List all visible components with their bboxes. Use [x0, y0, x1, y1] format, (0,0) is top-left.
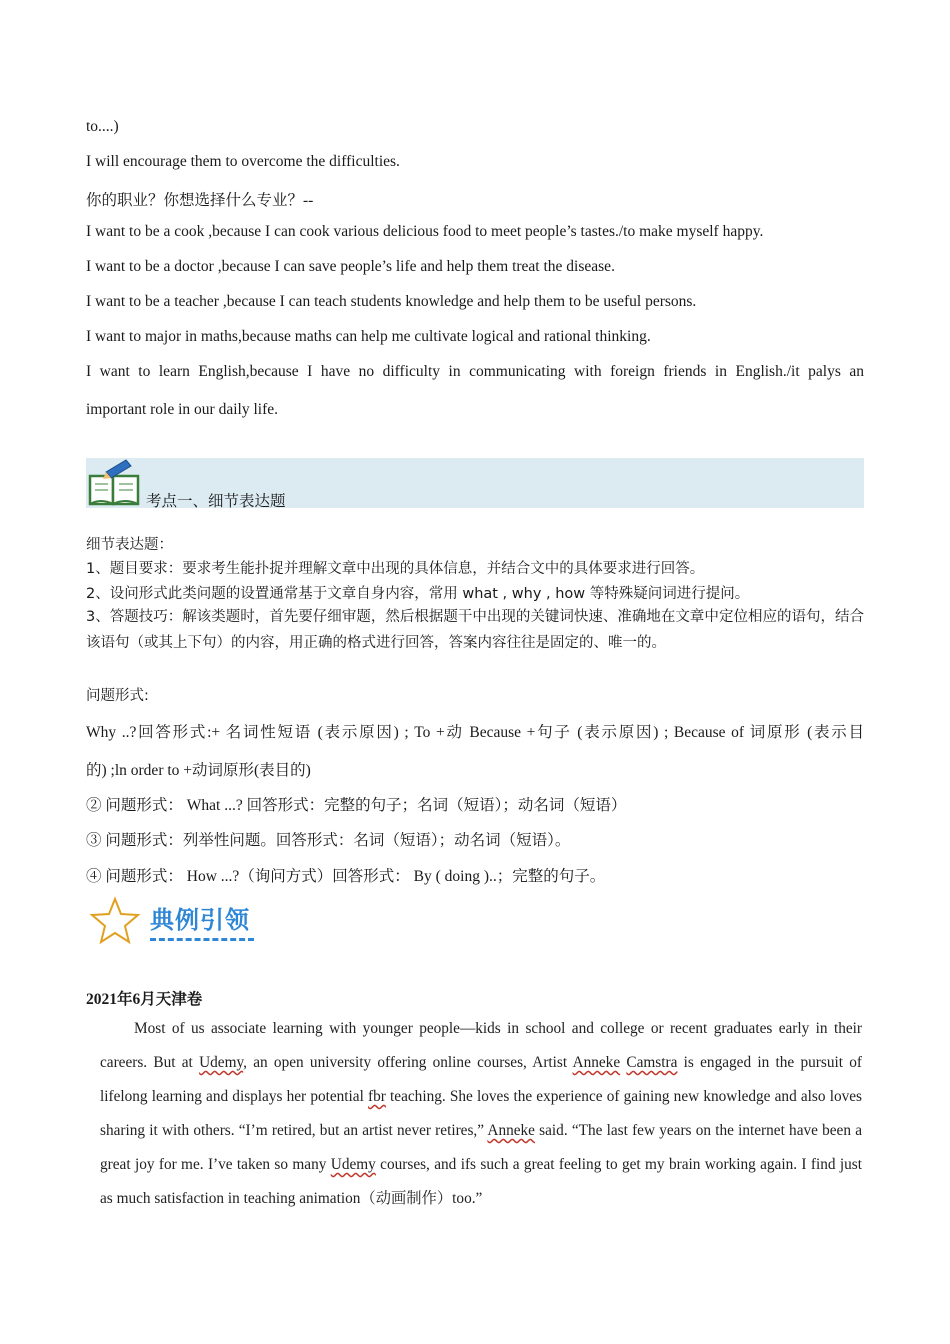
text-line: I will encourage them to overcome the difficulties.: [86, 153, 400, 170]
form-list-line: ③ 问题形式：列举性问题。回答形式：名词（短语）；动名词（短语）。: [86, 832, 571, 849]
star-outline-icon: [88, 896, 142, 946]
text-line: I want to be a teacher ,because I can teach students knowledge and help them to be useful persons.: [86, 293, 697, 310]
book-pencil-icon: [86, 458, 142, 508]
form-why-line: 的) ;ln order to +动词原形(表目的): [86, 762, 311, 779]
text-line: 你的职业？你想选择什么专业？--: [86, 192, 314, 209]
misspelled-word: Anneke: [572, 1054, 621, 1071]
misspelled-word: Udemy: [199, 1054, 244, 1071]
misspelled-word: fbr: [368, 1088, 386, 1105]
form-what-line: ② 问题形式： What ...? 回答形式：完整的句子；名词（短语）；动名词（短语）: [86, 797, 627, 814]
reading-passage: Most of us associate learning with younger people—kids in school and college or recent graduates early in their careers. But at Udemy, an open university offering online courses, Artist Anneke Camstra is engaged in the pursuit of lifelong learning and displays her potential fbr teaching. She loves the experience of gaining new knowledge and also loves sharing it with others. “I’m retired, but an artist never retires,” Anneke said. “The last few years on the internet have been a great joy for me. I’ve taken so many Udemy courses, and ifs such a great feeling to get my brain working again. I find just as much satisfaction in teaching animation（动画制作）too.”: [100, 1020, 862, 1207]
text-line: I want to be a doctor ,because I can save people’s life and help them treat the disease.: [86, 258, 615, 275]
passage-source-title: 2021年6月天津卷: [86, 991, 203, 1008]
text-line: important role in our daily life.: [86, 401, 278, 418]
misspelled-word: Udemy: [330, 1156, 376, 1173]
text-line: I want to major in maths,because maths can help me cultivate logical and rational thinking.: [86, 328, 651, 345]
example-banner-label: 典例引领: [150, 906, 250, 934]
banner-underline: [150, 938, 254, 941]
detail-heading: 细节表达题：: [86, 537, 173, 553]
section-header: [86, 458, 864, 508]
form-why-line: Why ..?回答形式:+ 名词性短语 (表示原因) ; To +动 Because +句子 (表示原因) ; Because of 词原形 (表示目: [86, 724, 864, 741]
misspelled-word: Anneke: [487, 1122, 535, 1139]
text-line: I want to learn English,because I have no difficulty in communicating with foreign friends in English./it palys an: [86, 363, 864, 380]
detail-item-3: 3、答题技巧：解该类题时，首先要仔细审题，然后根据题干中出现的关键词快速、准确地在文章中定位相应的语句，结合该语句（或其上下句）的内容，用正确的格式进行回答，答案内容往往是固定的、唯一的。: [86, 609, 864, 651]
detail-item-2: 2、设问形式此类问题的设置通常基于文章自身内容，常用 what , why , how 等特殊疑问词进行提问。: [86, 586, 750, 602]
question-form-label: 问题形式:: [86, 688, 149, 704]
text-line: I want to be a cook ,because I can cook various delicious food to meet people’s tastes./to make myself happy.: [86, 223, 764, 240]
example-banner: [88, 896, 268, 948]
text-line: to....): [86, 118, 119, 135]
section-title: 考点一、细节表达题: [146, 493, 286, 510]
misspelled-word: Camstra: [626, 1054, 678, 1071]
detail-item-1: 1、题目要求：要求考生能扑捉并理解文章中出现的具体信息，并结合文中的具体要求进行回答。: [86, 561, 705, 577]
form-how-line: ④ 问题形式： How ...?（询问方式）回答形式： By ( doing )..；完整的句子。: [86, 868, 606, 885]
